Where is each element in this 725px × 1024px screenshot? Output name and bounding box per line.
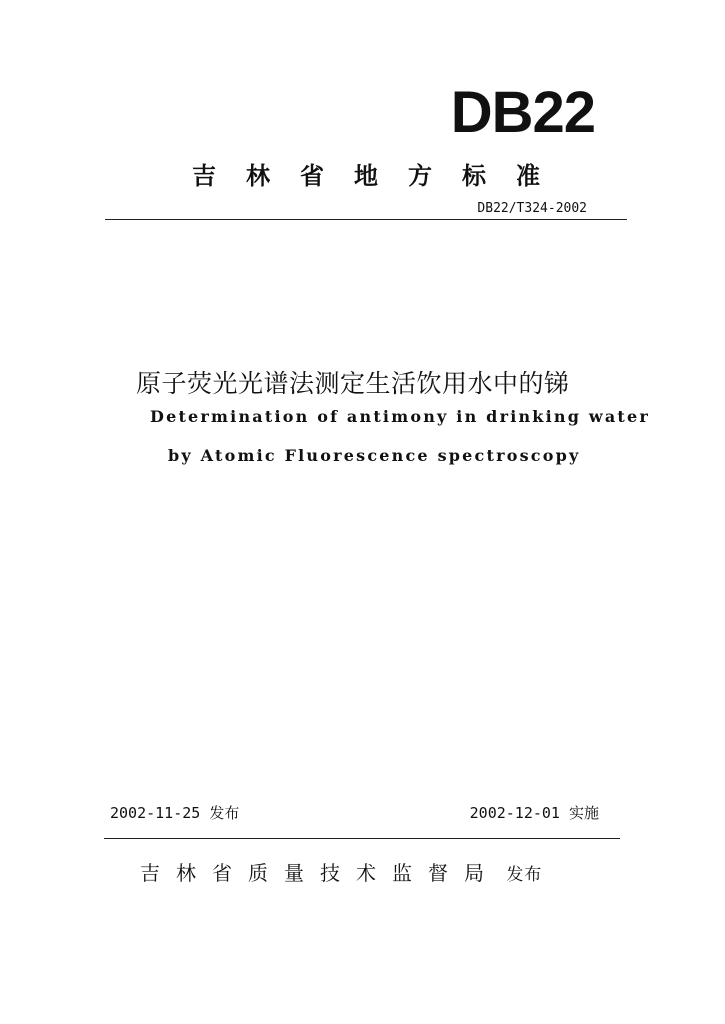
title-english-line2: by Atomic Fluorescence spectroscopy: [168, 446, 581, 465]
standard-number: DB22/T324-2002: [477, 201, 587, 216]
issuer-organization: 吉林省质量技术监督局: [140, 861, 500, 885]
standard-code: DB22: [450, 80, 595, 145]
footer-issuer: [140, 857, 542, 886]
issuer-title: 吉林省地方标准: [192, 162, 570, 190]
title-english-line1: Determination of antimony in drinking water: [150, 407, 651, 426]
issuer-verb: 发布: [506, 865, 543, 885]
implementation-date: 2002-12-01 实施: [469, 804, 599, 822]
header-divider: [105, 219, 627, 220]
footer-divider: [104, 838, 620, 839]
title-chinese: 原子荧光光谱法测定生活饮用水中的锑: [136, 369, 570, 398]
release-date: 2002-11-25 发布: [110, 804, 240, 822]
